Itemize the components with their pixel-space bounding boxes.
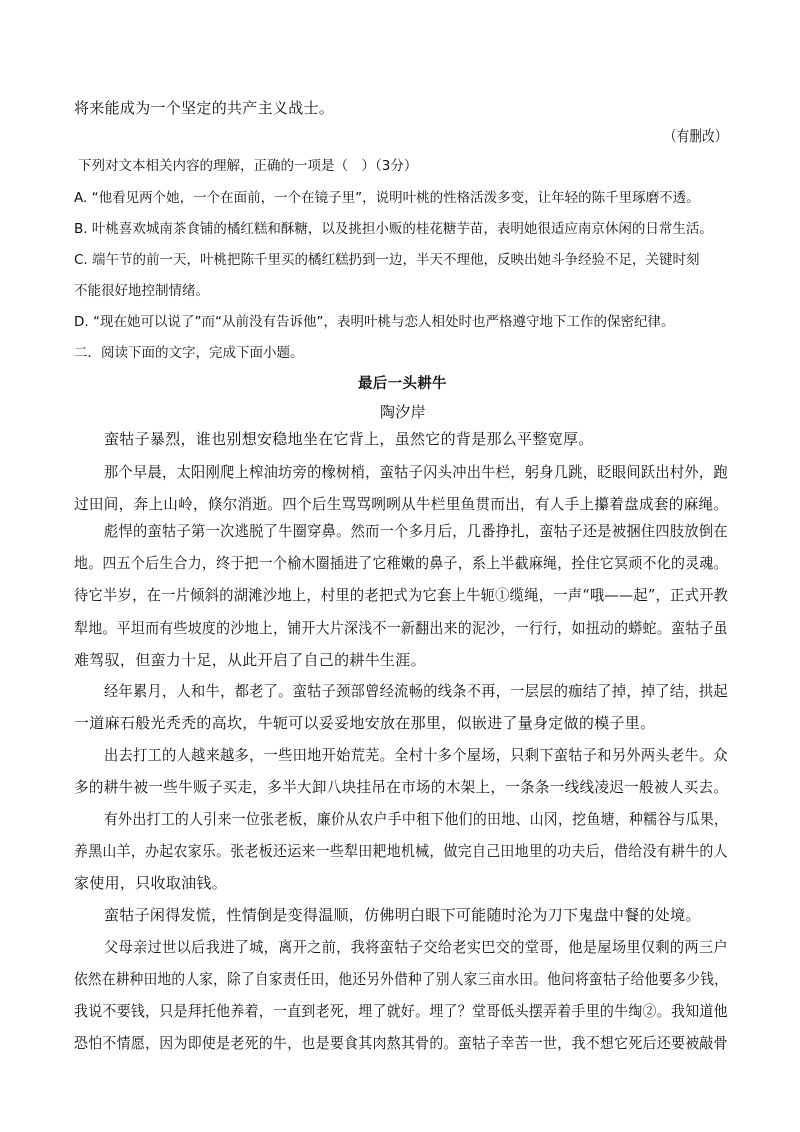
source-note: （有删改） [664, 127, 728, 145]
article-line: 我说不要钱，只是拜托他养着，一直到老死，埋了就好。埋了？堂哥低头摆弄着手里的牛绹②。我知道他 [74, 1002, 728, 1020]
article-line: 犁地。平坦而有些坡度的沙地上，铺开大片深浅不一新翻出来的泥沙，一行行，如扭动的蟒蛇。蛮牯子虽 [74, 619, 728, 637]
option-c-line-1: C. 端午节的前一天，叶桃把陈千里买的橘红糕扔到一边，半天不理他，反映出她斗争经验不足，关键时刻 [74, 252, 700, 268]
article-line: 那个早晨，太阳刚爬上榨油坊旁的橡树梢，蛮牯子闪头冲出牛栏，躬身几跳，眨眼间跃出村外，跑 [104, 463, 728, 481]
question-stem: 下列对文本相关内容的理解，正确的一项是（ ）（3分） [78, 158, 418, 174]
article-line: 多的耕牛被一些牛贩子买走，多半大卸八块挂吊在市场的木架上，一条条一线线凌迟一般被人买去。 [74, 778, 729, 796]
article-title: 最后一头耕牛 [358, 375, 447, 392]
article-line: 彪悍的蛮牯子第一次逃脱了牛圈穿鼻。然而一个多月后，几番挣扎，蛮牯子还是被捆住四肢放倒在 [104, 522, 728, 540]
intro-tail-line: 将来能成为一个坚定的共产主义战士。 [74, 99, 335, 117]
article-line: 难驾驭，但蛮力十足，从此开启了自己的耕牛生涯。 [74, 651, 426, 669]
article-line: 恐怕不情愿，因为即使是老死的牛，也是要食其肉熬其骨的。蛮牯子幸苦一世，我不想它死后还要被敲骨 [74, 1034, 728, 1052]
article-line: 蛮牯子闲得发慌，性情倒是变得温顺，仿佛明白眼下可能随时沦为刀下鬼盘中餐的处境。 [104, 906, 701, 924]
article-line: 经年累月，人和牛，都老了。蛮牯子颈部曾经流畅的线条不再，一层层的痂结了掉，掉了结，拱起 [104, 682, 728, 700]
option-b: B. 叶桃喜欢城南茶食铺的橘红糕和酥糖，以及挑担小贩的桂花糖芋苗，表明她很适应南京休闲的日常生活。 [74, 221, 713, 237]
article-line: 父母亲过世以后我进了城，离开之前，我将蛮牯子交给老实巴交的堂哥，他是屋场里仅剩的两三户 [104, 938, 728, 956]
article-line: 出去打工的人越来越多，一些田地开始荒芜。全村十多个屋场，只剩下蛮牯子和另外两头老牛。众 [104, 746, 728, 764]
article-line: 养黑山羊，办起农家乐。张老板还运来一些犁田耙地机械，做完自己田地里的功夫后，借给没有耕牛的人 [74, 842, 728, 860]
article-line: 待它半岁，在一片倾斜的湖滩沙地上，村里的老把式为它套上牛轭①缆绳，一声“哦——起”，正式开教 [74, 586, 729, 604]
article-author: 陶汐岸 [380, 403, 426, 421]
article-line: 家使用，只收取油钱。 [74, 874, 228, 892]
article-line: 蛮牯子暴烈，谁也别想安稳地坐在它背上，虽然它的背是那么平整宽厚。 [104, 430, 594, 448]
article-line: 地。四五个后生合力，终于把一个榆木圈插进了它稚嫩的鼻子，系上半截麻绳，拴住它冥顽不化的灵魂。 [74, 554, 728, 572]
article-line: 有外出打工的人引来一位张老板，廉价从农户手中租下他们的田地、山冈，挖鱼塘，种糯谷与瓜果， [104, 810, 729, 828]
section-heading: 二．阅读下面的文字，完成下面小题。 [74, 345, 304, 361]
article-line: 依然在耕种田地的人家，除了自家责任田，他还另外借种了别人家三亩水田。他问将蛮牯子给他要多少钱， [74, 970, 729, 988]
article-line: 一道麻石般光秃秃的高坎，牛轭可以妥妥地安放在那里，似嵌进了量身定做的模子里。 [74, 714, 656, 732]
option-d: D. “现在她可以说了”而“从前没有告诉他”，表明叶桃与恋人相处时也严格遵守地下工作的保密纪律。 [74, 314, 675, 330]
option-a: A. “他看见两个她，一个在面前，一个在镜子里”，说明叶桃的性格活泼多变，让年轻的陈千里琢磨不透。 [74, 190, 700, 206]
article-line: 过田间，奔上山岭，倏尔消逝。四个后生骂骂咧咧从牛栏里鱼贯而出，有人手上攥着盘成套的麻绳。 [74, 495, 729, 513]
option-c-line-2: 不能很好地控制情绪。 [74, 283, 209, 299]
